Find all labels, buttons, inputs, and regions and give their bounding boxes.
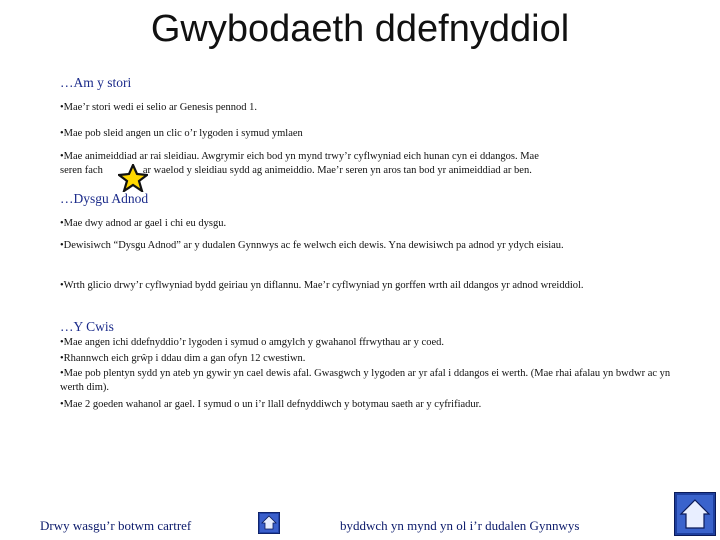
quiz-para-2: •Rhannwch eich grŵp i ddau dim a gan ofyn 12 cwestiwn. [60, 353, 306, 364]
story-para-3 [60, 150, 695, 178]
section-heading-quiz: …Y Cwis [60, 319, 114, 334]
home-button[interactable] [674, 492, 716, 536]
story-para-3-star-label: seren fach [60, 165, 103, 176]
quiz-para-4: •Mae 2 goeden wahanol ar gael. I symud o un i’r llall defnyddiwch y botymau saeth ar y cyfrifiadur. [60, 399, 482, 410]
home-icon[interactable] [258, 512, 280, 534]
verse-para-3: •Wrth glicio drwy’r cyflwyniad bydd geiriau yn diflannu. Mae’r cyflwyniad yn gorffen wrth ail ddangos yr adnod wreiddiol. [60, 280, 584, 291]
page-title: Gwybodaeth ddefnyddiol [150, 8, 570, 50]
story-para-3-line-1: •Mae animeiddiad ar rai sleidiau. Awgrymir eich bod yn mynd trwy’r cyflwyniad eich hunan cyn ei ddangos. Mae [60, 151, 539, 162]
verse-para-1: •Mae dwy adnod ar gael i chi eu dysgu. [60, 218, 227, 229]
star-icon[interactable] [118, 164, 148, 192]
verse-para-2: •Dewisiwch “Dysgu Adnod” ar y dudalen Gynnwys ac fe welwch eich dewis. Yna dewisiwch pa adnod yr ydych eisiau. [60, 240, 564, 251]
footer-text-right: byddwch yn mynd yn ol i’r dudalen Gynnwys [340, 518, 580, 533]
story-para-2: •Mae pob sleid angen un clic o’r lygoden i symud ymlaen [60, 128, 303, 139]
story-para-1: •Mae’r stori wedi ei selio ar Genesis pennod 1. [60, 102, 257, 113]
quiz-para-1: •Mae angen ichi ddefnyddio’r lygoden i symud o amgylch y gwahanol ffrwythau ar y coed. [60, 337, 445, 348]
section-heading-story: …Am y stori [60, 75, 132, 90]
section-heading-verse: …Dysgu Adnod [60, 191, 149, 206]
story-para-3-line-2: ar waelod y sleidiau sydd ag animeiddio. Mae’r seren yn aros tan bod yr animeiddiad ar ben. [142, 165, 532, 176]
quiz-para-3: •Mae pob plentyn sydd yn ateb yn gywir yn cael dewis afal. Gwasgwch y lygoden ar yr afal i ddangos ei werth. (Mae rhai afalau yn bwdwr ac yn werth dim). [60, 368, 671, 393]
footer-text-left: Drwy wasgu’r botwm cartref [40, 518, 192, 533]
